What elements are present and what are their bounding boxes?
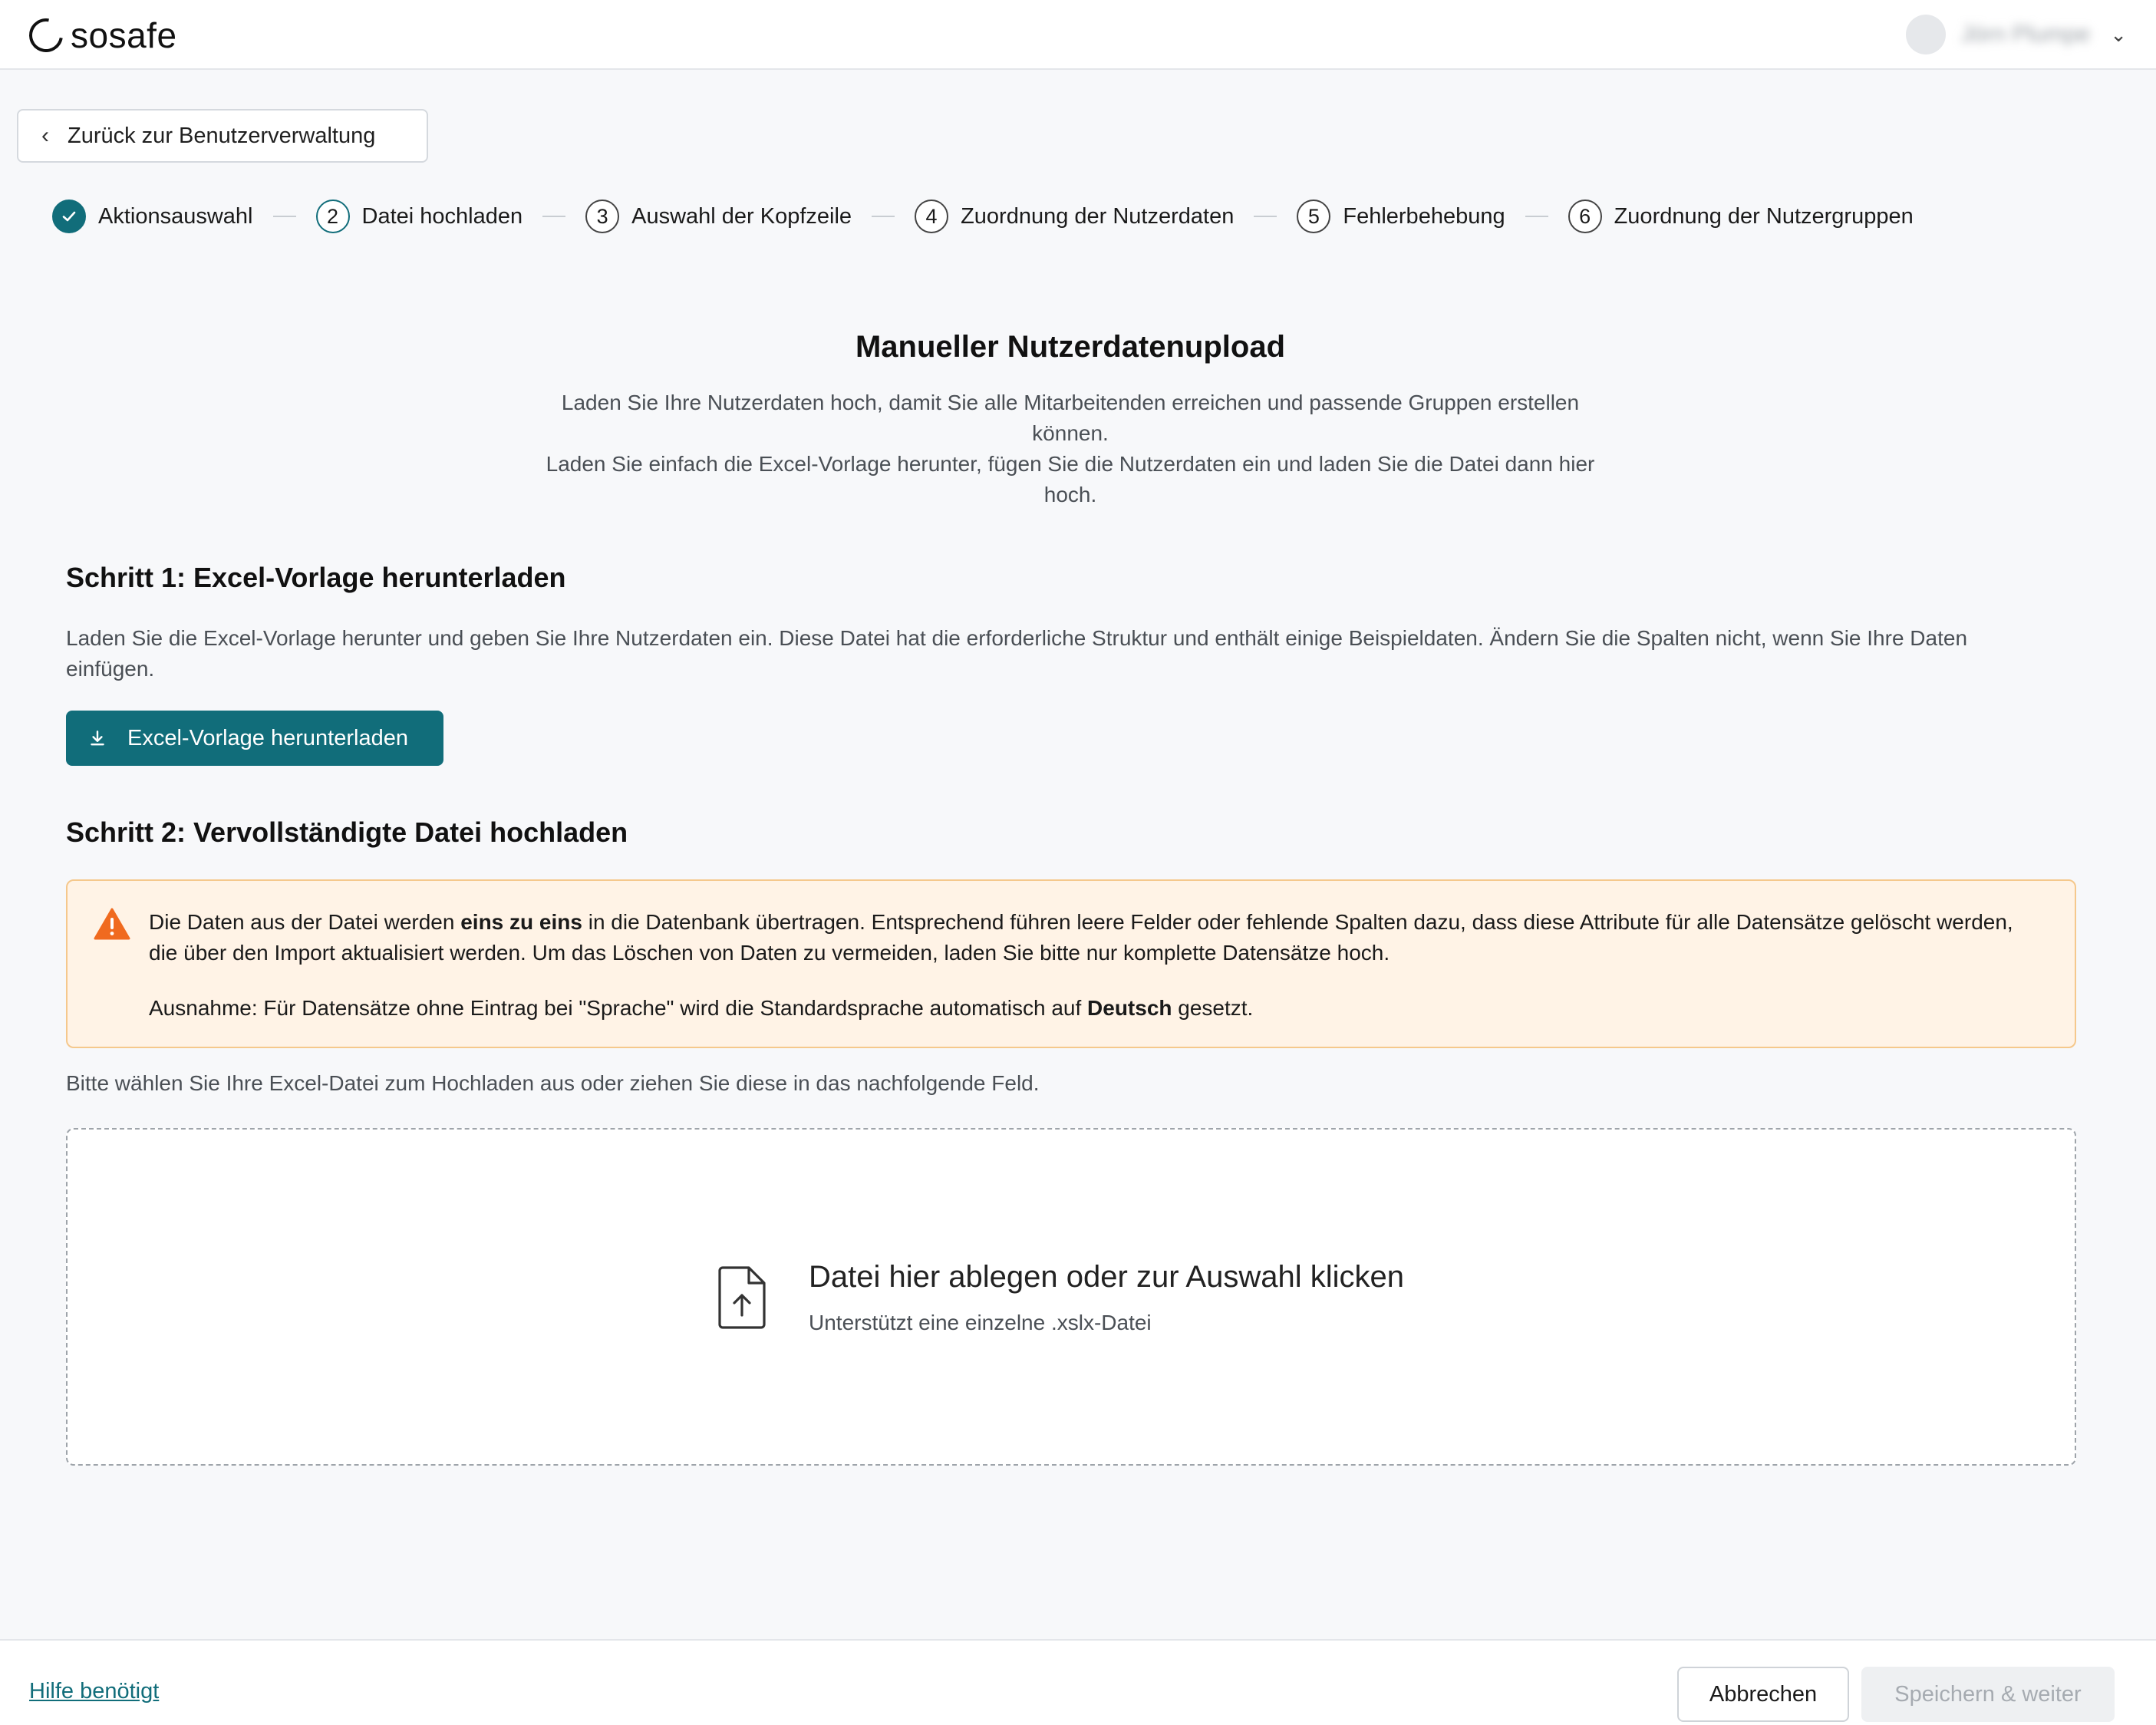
footer-bar [0,1639,2156,1725]
back-button-label: Zurück zur Benutzerverwaltung [68,123,376,148]
intro-line-2: Laden Sie einfach die Excel-Vorlage herunter, fügen Sie die Nutzerdaten ein und laden Sie die Datei dann hier hoch. [546,452,1595,506]
chevron-left-icon: ‹ [41,123,49,148]
user-name: Jörn Plumpe [1960,21,2091,47]
step-separator [1525,216,1548,217]
help-link[interactable]: Hilfe benötigt [29,1679,160,1704]
step-label: Zuordnung der Nutzergruppen [1614,203,1914,229]
file-dropzone[interactable] [66,1128,2076,1466]
step1-heading: Schritt 1: Excel-Vorlage herunterladen [66,562,566,593]
step1-description: Laden Sie die Excel-Vorlage herunter und geben Sie Ihre Nutzerdaten ein. Diese Datei hat die erforderliche Struktur und enthält einige Beispieldaten. Ändern Sie die Spalten nicht, wenn Sie Ihre Daten einfügen. [66,626,1968,681]
sosafe-logo[interactable] [29,11,177,60]
step-number: 5 [1297,200,1330,233]
save-and-continue-button[interactable]: Speichern & weiter [1861,1667,2115,1722]
step-separator [542,216,565,217]
step-user-group-mapping[interactable] [1568,200,1914,233]
dropzone-title: Datei hier ablegen oder zur Auswahl klicken [809,1260,1404,1294]
step2-heading: Schritt 2: Vervollständigte Datei hochladen [66,816,628,848]
step-file-upload[interactable] [316,200,523,233]
back-to-user-management-button[interactable] [17,109,428,163]
step-number: 4 [915,200,948,233]
step-header-selection[interactable] [585,200,852,233]
page-title: Manueller Nutzerdatenupload [855,330,1286,364]
step-separator [872,216,895,217]
dropzone-subtitle: Unterstützt eine einzelne .xslx-Datei [809,1311,1152,1334]
step-label: Aktionsauswahl [98,203,253,229]
chevron-down-icon[interactable]: ⌄ [2110,22,2127,46]
step-separator [1254,216,1277,217]
step-label: Zuordnung der Nutzerdaten [961,203,1235,229]
download-template-button[interactable] [66,711,443,766]
step-user-data-mapping[interactable] [915,200,1234,233]
user-menu[interactable] [1906,12,2127,57]
file-upload-icon [715,1265,769,1331]
warning-icon [94,907,130,941]
avatar[interactable] [1906,15,1946,54]
warning-banner [66,879,2076,1048]
step-label: Datei hochladen [361,203,523,229]
check-icon [52,200,86,233]
step-number: 3 [585,200,619,233]
cancel-button[interactable]: Abbrechen [1677,1667,1849,1722]
step-label: Fehlerbehebung [1343,203,1505,229]
upload-hint: Bitte wählen Sie Ihre Excel-Datei zum Hochladen aus oder ziehen Sie diese in das nachfolgende Feld. [66,1071,1040,1095]
step-number: 6 [1568,200,1602,233]
step-error-resolution[interactable] [1297,200,1505,233]
warning-paragraph-1: Die Daten aus der Datei werden eins zu eins in die Datenbank übertragen. Entsprechend führen leere Felder oder fehlende Spalten dazu, dass diese Attribute für alle Datensätze gelöscht werden, die über den Import aktualisiert werden. Um das Löschen von Daten zu vermeiden, laden Sie bitte nur komplette Datensätze hoch. [149,910,2013,965]
logo-text: sosafe [71,15,177,55]
wizard-stepper [52,196,1914,236]
intro-line-1: Laden Sie Ihre Nutzerdaten hoch, damit Sie alle Mitarbeitenden erreichen und passende Gruppen erstellen können. [561,391,1580,445]
step-label: Auswahl der Kopfzeile [631,203,852,229]
warning-paragraph-2: Ausnahme: Für Datensätze ohne Eintrag bei "Sprache" wird die Standardsprache automatisch auf Deutsch gesetzt. [149,996,1254,1020]
page-intro [529,388,1611,510]
step-number: 2 [316,200,350,233]
step-separator [273,216,296,217]
top-bar [0,0,2156,70]
download-icon [87,728,107,748]
logo-mark-icon [22,12,69,58]
step-action-selection[interactable] [52,200,253,233]
download-button-label: Excel-Vorlage herunterladen [127,725,408,750]
